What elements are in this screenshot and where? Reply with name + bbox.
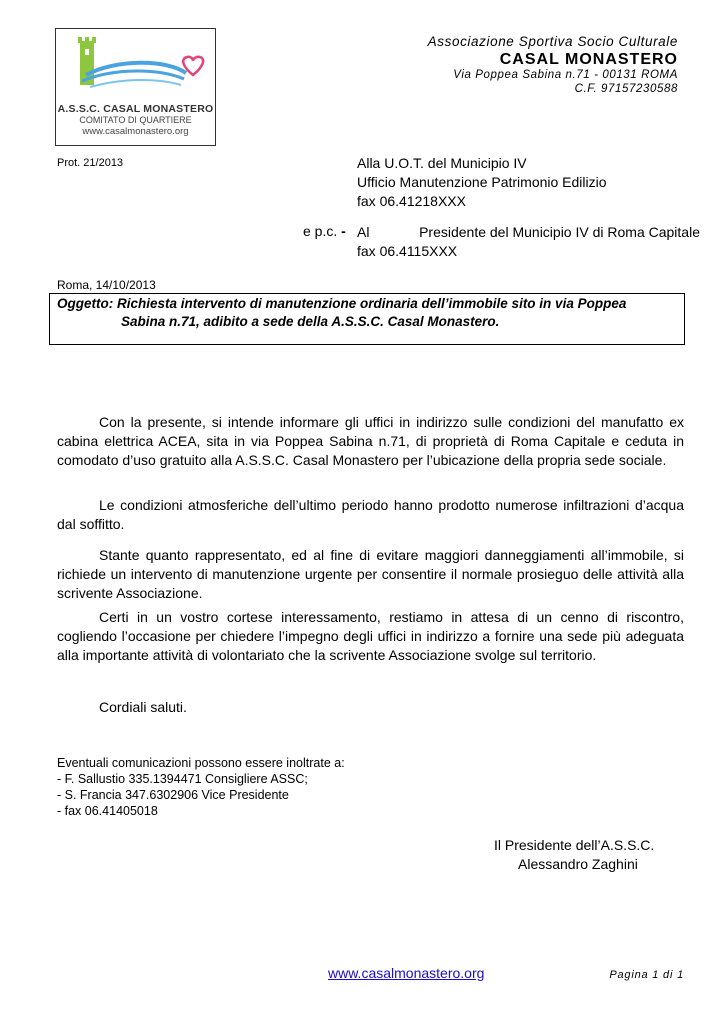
cc-al: Al [357, 224, 370, 240]
page-number: Pagina 1 di 1 [609, 969, 684, 981]
website-link[interactable]: www.casalmonastero.org [328, 965, 485, 981]
cc-prefix: e p.c. - [303, 223, 346, 239]
header-association: Associazione Sportiva Socio Culturale [427, 34, 678, 49]
header-fiscal-code: C.F. 97157230588 [574, 83, 678, 95]
contacts-block [57, 755, 345, 819]
contact-item: - fax 06.41405018 [57, 804, 158, 818]
recipient-line: Alla U.O.T. del Municipio IV [357, 155, 527, 171]
association-logo [55, 28, 216, 146]
contact-item: - F. Sallustio 335.1394471 Consigliere ASSC; [57, 772, 308, 786]
recipient-line: Ufficio Manutenzione Patrimonio Edilizio [357, 174, 607, 190]
body-paragraph-1: Con la presente, si intende informare gli uffici in indirizzo sulle condizioni del manufatto ex cabina elettrica ACEA, sita in via Poppea Sabina n.71, di proprietà di Roma Capitale e ceduta in comodato d’uso gratuito alla A.S.S.C. Casal Monastero per l’ubicazione della propria sede sociale. [57, 414, 684, 468]
logo-name: A.S.S.C. CASAL MONASTERO [57, 103, 214, 115]
recipient-line: fax 06.41218XXX [357, 193, 466, 209]
protocol-number: Prot. 21/2013 [57, 157, 124, 169]
contact-item: - S. Francia 347.6302906 Vice Presidente [57, 788, 289, 802]
cc-fax: fax 06.4115XXX [357, 243, 458, 259]
cc-block [357, 223, 700, 261]
river-icon [82, 63, 186, 87]
closing: Cordiali saluti. [99, 699, 187, 715]
recipient-block [357, 154, 607, 211]
subject-line-2: Sabina n.71, adibito a sede della A.S.S.C. Casal Monastero. [121, 314, 500, 329]
signature-name: Alessandro Zaghini [518, 856, 638, 872]
logo-url: www.casalmonastero.org [82, 126, 189, 137]
body-paragraph-2: Le condizioni atmosferiche dell’ultimo periodo hanno prodotto numerose infiltrazioni d’acqua dal soffitto. [57, 497, 684, 532]
cc-recipient: Presidente del Municipio IV di Roma Capitale [419, 224, 700, 240]
letter-date: Roma, 14/10/2013 [57, 278, 156, 292]
body-paragraph-4: Certi in un vostro cortese interessamento, restiamo in attesa di un cenno di riscontro, cogliendo l’occasione per chiedere l’impegno degli uffici in indirizzo a fornire una sede più adeguata alla importante attività di volontariato che la scrivente Associazione svolge sul territorio. [57, 609, 684, 663]
body-paragraph-3: Stante quanto rappresentato, ed al fine di evitare maggiori danneggiamenti all’immobile, si richiede un intervento di manutenzione urgente per consentire il normale prosieguo delle attività alla scrivente Associazione. [57, 547, 684, 601]
header-address: Via Poppea Sabina n.71 - 00131 ROMA [453, 69, 678, 81]
signature-block [494, 836, 654, 874]
signature-title: Il Presidente dell’A.S.S.C. [494, 837, 655, 853]
contacts-intro: Eventuali comunicazioni possono essere inoltrate a: [57, 756, 345, 770]
logo-subtitle: COMITATO DI QUARTIERE [79, 115, 192, 125]
subject-line-1: Oggetto: Richiesta intervento di manutenzione ordinaria dell’immobile sito in via Poppea [57, 296, 627, 311]
header-name: CASAL MONASTERO [499, 51, 678, 68]
